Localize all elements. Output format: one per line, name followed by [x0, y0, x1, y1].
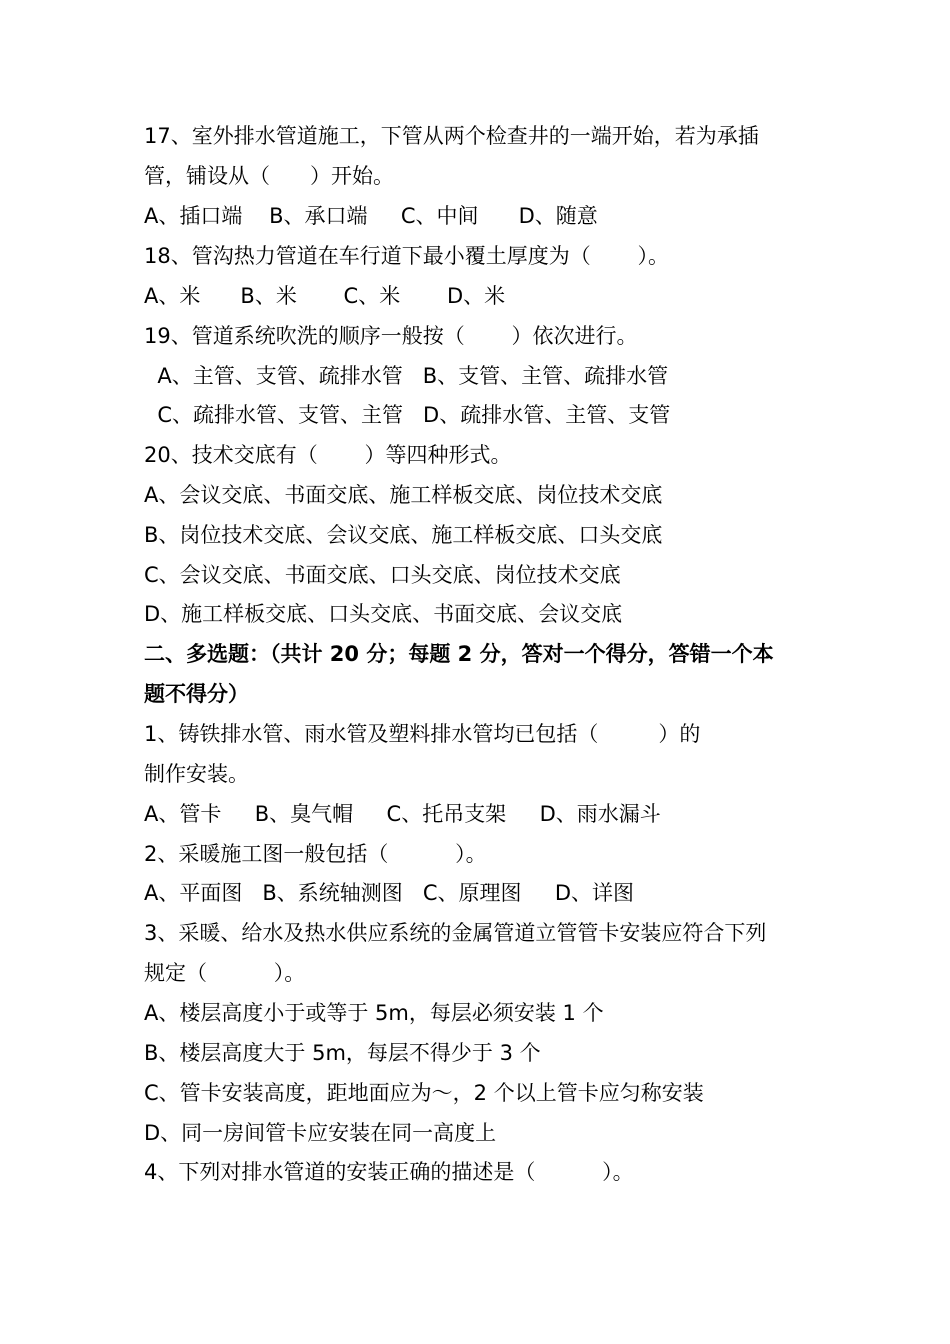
question-20-option-c: C、会议交底、书面交底、口头交底、岗位技术交底 — [144, 563, 621, 587]
question-18-stem: 18、管沟热力管道在车行道下最小覆土厚度为（ ）。 — [144, 244, 669, 268]
question-20-stem: 20、技术交底有（ ）等四种形式。 — [144, 443, 512, 467]
mc-question-2-options: A、平面图 B、系统轴测图 C、原理图 D、详图 — [144, 881, 635, 905]
mc-question-2-stem: 2、采暖施工图一般包括（ ）。 — [144, 842, 487, 866]
mc-question-3-option-d: D、同一房间管卡应安装在同一高度上 — [144, 1121, 497, 1145]
mc-question-1-stem-line-1: 1、铸铁排水管、雨水管及塑料排水管均已包括（ ）的 — [144, 722, 701, 746]
question-17-stem-line-2: 管，铺设从（ ）开始。 — [144, 164, 395, 188]
question-19-options-ab: A、主管、支管、疏排水管 B、支管、主管、疏排水管 — [144, 364, 669, 388]
mc-question-1-options: A、管卡 B、臭气帽 C、托吊支架 D、雨水漏斗 — [144, 802, 661, 826]
question-19-stem: 19、管道系统吹洗的顺序一般按（ ）依次进行。 — [144, 324, 638, 348]
question-17-stem-line-1: 17、室外排水管道施工，下管从两个检查井的一端开始，若为承插 — [144, 124, 759, 148]
mc-question-4-stem: 4、下列对排水管道的安装正确的描述是（ ）。 — [144, 1160, 634, 1184]
question-18-options: A、米 B、米 C、米 D、米 — [144, 284, 506, 308]
section-heading-line-1: 二、多选题：（共计 20 分；每题 2 分，答对一个得分，答错一个本 — [144, 642, 774, 666]
section-heading-line-2: 题不得分） — [144, 682, 249, 706]
question-20-option-d: D、施工样板交底、口头交底、书面交底、会议交底 — [144, 602, 623, 626]
mc-question-3-stem-line-1: 3、采暖、给水及热水供应系统的金属管道立管管卡安装应符合下列 — [144, 921, 767, 945]
mc-question-3-option-b: B、楼层高度大于 5m，每层不得少于 3 个 — [144, 1041, 541, 1065]
mc-question-3-option-a: A、楼层高度小于或等于 5m，每层必须安装 1 个 — [144, 1001, 604, 1025]
question-19-options-cd: C、疏排水管、支管、主管 D、疏排水管、主管、支管 — [144, 403, 671, 427]
question-20-option-b: B、岗位技术交底、会议交底、施工样板交底、口头交底 — [144, 523, 663, 547]
question-20-option-a: A、会议交底、书面交底、施工样板交底、岗位技术交底 — [144, 483, 663, 507]
mc-question-1-stem-line-2: 制作安装。 — [144, 762, 249, 786]
mc-question-3-stem-line-2: 规定（ ）。 — [144, 961, 306, 985]
mc-question-3-option-c: C、管卡安装高度，距地面应为～，2 个以上管卡应匀称安装 — [144, 1081, 704, 1105]
question-17-options: A、插口端 B、承口端 C、中间 D、随意 — [144, 204, 598, 228]
